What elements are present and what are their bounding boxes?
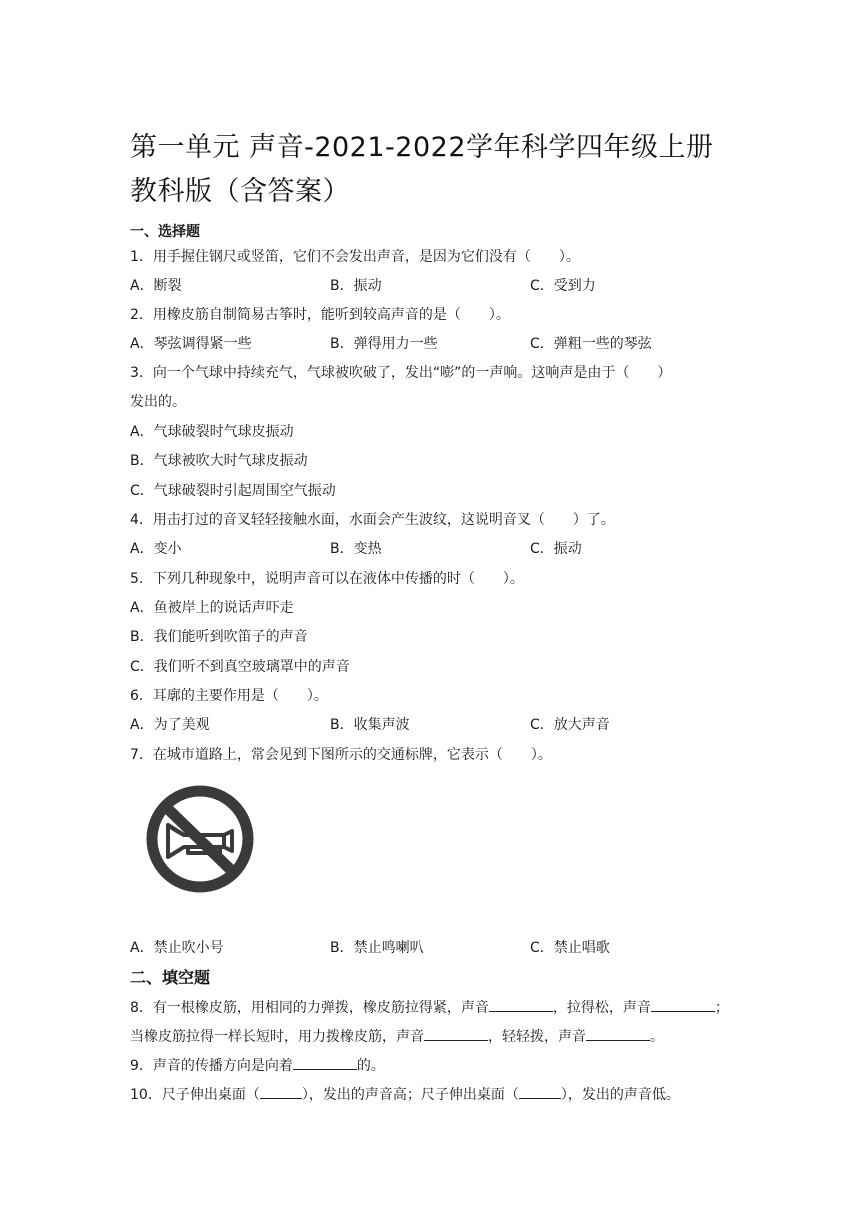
answer-blank[interactable]	[586, 1026, 650, 1041]
no-horn-sign-icon	[144, 783, 256, 895]
question-8-text-e: ，轻轻拨，声音	[488, 1029, 586, 1045]
option-b: B．弹得用力一些	[330, 336, 438, 352]
question-9-text-b: 的。	[356, 1058, 385, 1074]
question-4-stem: 4．用击打过的音叉轻轻接触水面，水面会产生波纹，这说明音叉（ ）了。	[130, 512, 615, 528]
question-5-option-a: A．鱼被岸上的说话声吓走	[130, 600, 294, 616]
question-3-stem: 3．向一个气球中持续充气，气球被吹破了，发出“嘭”的一声响。这响声是由于（ ）	[130, 365, 672, 381]
option-b: B．收集声波	[330, 717, 410, 733]
question-5-option-b: B．我们能听到吹笛子的声音	[130, 629, 308, 645]
question-8-text-c: ；	[714, 1000, 729, 1016]
option-c: C．受到力	[530, 278, 596, 294]
question-7-stem: 7．在城市道路上，常会见到下图所示的交通标牌，它表示（ ）。	[130, 747, 552, 763]
option-c: C．禁止唱歌	[530, 940, 610, 956]
option-b: B．振动	[330, 278, 382, 294]
question-2-options	[130, 333, 730, 353]
answer-blank[interactable]	[489, 997, 553, 1012]
question-1-options	[130, 275, 730, 295]
question-7-options	[130, 937, 730, 957]
question-10-text-a: 10．尺子伸出桌面（	[130, 1087, 260, 1103]
question-8-text-a: 8．有一根橡皮筋，用相同的力弹拨，橡皮筋拉得紧，声音	[130, 1000, 489, 1016]
option-a: A．变小	[130, 541, 182, 557]
section-fill-heading: 二、填空题	[130, 968, 211, 987]
answer-blank[interactable]	[424, 1026, 488, 1041]
option-a: A．断裂	[130, 278, 182, 294]
option-c: C．放大声音	[530, 717, 610, 733]
question-8-text-d: 当橡皮筋拉得一样长短时，用力拨橡皮筋，声音	[130, 1029, 424, 1045]
answer-blank[interactable]	[519, 1084, 561, 1099]
question-9	[130, 1055, 385, 1075]
option-c: C．振动	[530, 541, 582, 557]
answer-blank[interactable]	[260, 1084, 302, 1099]
option-a: A．为了美观	[130, 717, 210, 733]
question-8-line-2	[130, 1026, 664, 1046]
answer-blank[interactable]	[293, 1055, 357, 1070]
question-10	[130, 1084, 680, 1104]
question-10-text-c: ），发出的声音低。	[560, 1087, 680, 1103]
question-10-text-b: ），发出的声音高；尺子伸出桌面（	[301, 1087, 519, 1103]
question-5-option-c: C．我们听不到真空玻璃罩中的声音	[130, 659, 350, 675]
section-choice-heading: 一、选择题	[130, 224, 200, 240]
question-3-option-c: C．气球破裂时引起周围空气振动	[130, 483, 336, 499]
question-3-stem-continued: 发出的。	[130, 394, 186, 410]
option-a: A．琴弦调得紧一些	[130, 336, 252, 352]
question-8-line-1	[130, 997, 729, 1017]
page-title: 第一单元 声音-2021-2022学年科学四年级上册 教科版（含答案）	[130, 132, 714, 207]
question-5-stem: 5．下列几种现象中，说明声音可以在液体中传播的时（ ）。	[130, 571, 524, 587]
question-6-stem: 6．耳廓的主要作用是（ ）。	[130, 688, 328, 704]
question-8-text-f: 。	[650, 1029, 664, 1045]
answer-blank[interactable]	[651, 997, 715, 1012]
question-9-text-a: 9．声音的传播方向是向着	[130, 1058, 293, 1074]
option-b: B．禁止鸣喇叭	[330, 940, 424, 956]
option-a: A．禁止吹小号	[130, 940, 224, 956]
question-6-options	[130, 714, 730, 734]
question-4-options	[130, 538, 730, 558]
question-2-stem: 2．用橡皮筋自制简易古筝时，能听到较高声音的是（ ）。	[130, 307, 510, 323]
question-8-text-b: ，拉得松，声音	[552, 1000, 651, 1016]
question-3-option-b: B．气球被吹大时气球皮振动	[130, 453, 308, 469]
option-c: C．弹粗一些的琴弦	[530, 336, 652, 352]
question-3-option-a: A．气球破裂时气球皮振动	[130, 424, 294, 440]
question-1-stem: 1．用手握住钢尺或竖笛，它们不会发出声音，是因为它们没有（ ）。	[130, 249, 580, 265]
option-b: B．变热	[330, 541, 382, 557]
